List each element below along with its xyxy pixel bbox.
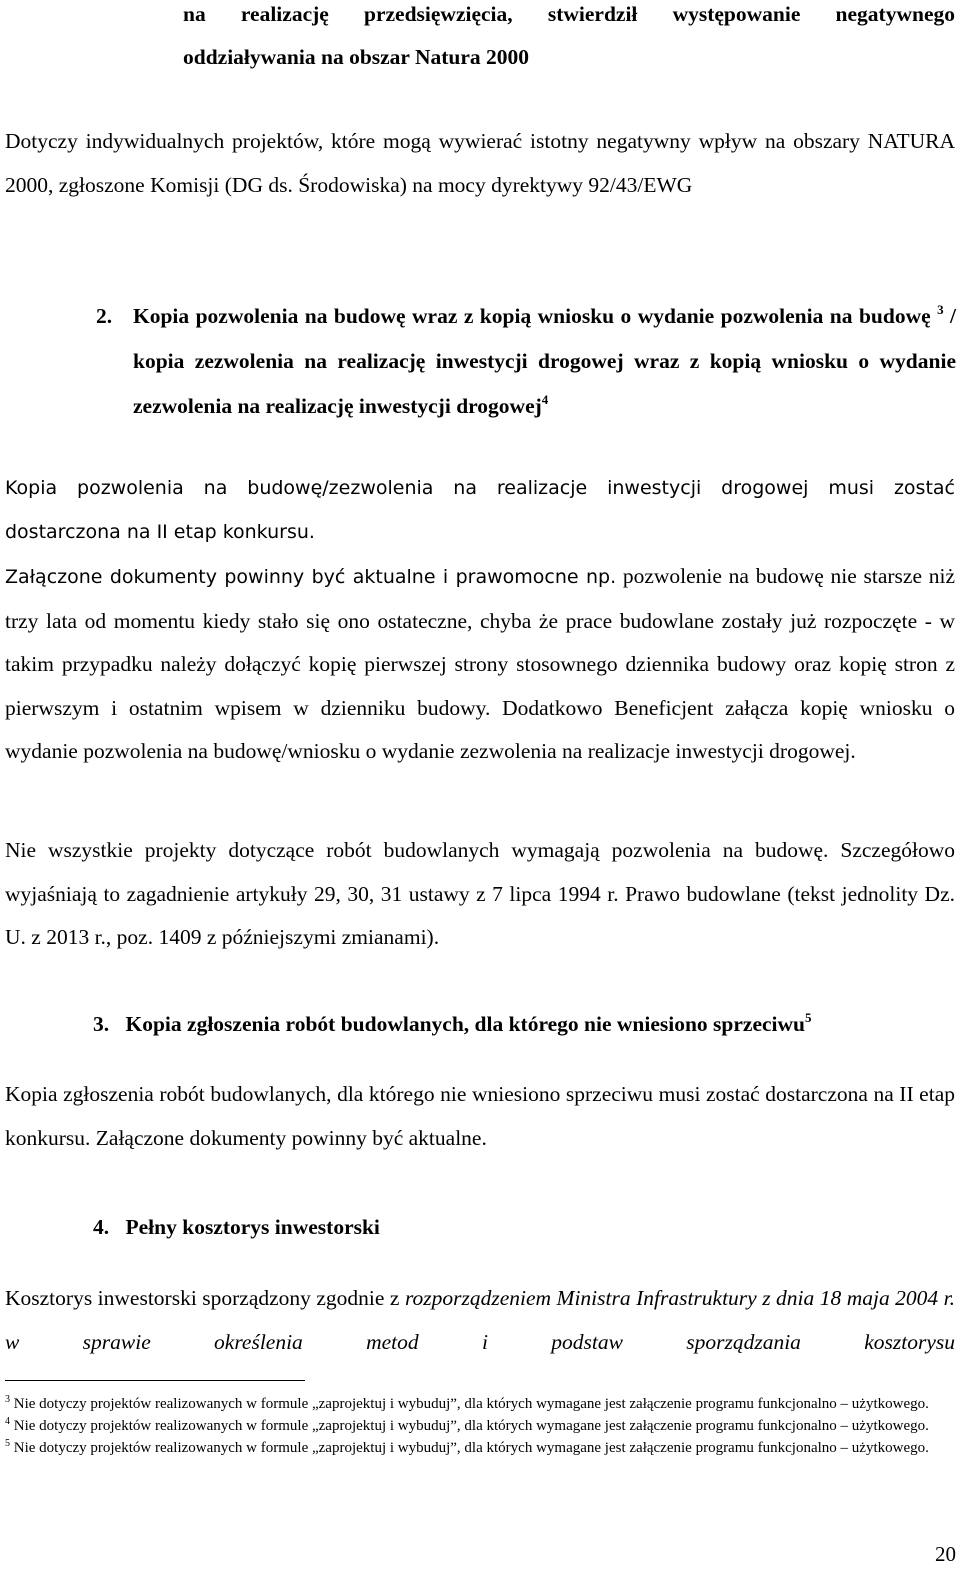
section-2-para-3: Nie wszystkie projekty dotyczące robót budowlanych wymagają pozwolenia na budowę. Szczegółowo wyjaśniają to zagadnienie artykuły 29, 30, 31 ustawy z 7 lipca 1994 r. Prawo budowlane (tekst jednolity Dz. U. z 2013 r., poz. 1409 z późniejszymi zmianami). <box>5 838 955 949</box>
footnote-5 <box>5 1437 955 1459</box>
section-3-title-text: Kopia zgłoszenia robót budowlanych, dla którego nie wniesiono sprzeciwu <box>125 1012 805 1036</box>
top-heading <box>183 0 955 79</box>
section-3-number: 3. <box>93 1012 110 1036</box>
footnote-3-number: 3 <box>5 1394 10 1405</box>
footnote-4-number: 4 <box>5 1416 10 1427</box>
section-2-number: 2. <box>96 304 113 328</box>
section-2-para-2-serif: pozwolenie na budowę nie starsze niż trzy lata od momentu kiedy stało się ono ostateczne, chyba że prace budowlane zostały już rozpoczęte - w takim przypadku należy dołączyć kopię pierwszej strony stosownego dziennika budowy oraz kopię stron z pierwszym i ostatnim wpisem w dzienniku budowy. Dodatkowo Beneficjent załącza kopię wniosku o wydanie pozwolenia na budowę/wniosku o wydanie zezwolenia na realizacje inwestycji drogowej. <box>5 564 955 763</box>
section-3-heading <box>93 1002 955 1047</box>
footnote-ref-4: 4 <box>541 392 549 407</box>
section-4-para-normal: Kosztorys inwestorski sporządzony zgodnie z <box>5 1286 400 1310</box>
section-2-para-1-line1: Kopia pozwolenia na budowę/zezwolenia na realizacje inwestycji drogowej musi zostać <box>5 477 955 499</box>
footnote-4-text: Nie dotyczy projektów realizowanych w formule „zaprojektuj i wybuduj”, dla których wymagane jest załączenie programu funkcjonalno – użytkowego. <box>13 1418 929 1434</box>
footnote-5-number: 5 <box>5 1438 10 1449</box>
footnote-3 <box>5 1393 955 1415</box>
section-4-number: 4. <box>93 1215 110 1239</box>
section-4-para <box>5 1277 955 1364</box>
section-3-para: Kopia zgłoszenia robót budowlanych, dla którego nie wniesiono sprzeciwu musi zostać dostarczona na II etap konkursu. Załączone dokumenty powinny być aktualne. <box>5 1082 955 1150</box>
section-2-heading <box>96 294 956 429</box>
section-4-para-italic: rozporządzeniem Ministra Infrastruktury z dnia 18 maja 2004 r. w sprawie określenia metod i podstaw sporządzania kosztorysu <box>5 1286 956 1354</box>
section-2-para-2 <box>5 555 955 774</box>
footnote-4 <box>5 1415 955 1437</box>
section-2-title-part2: / kopia zezwolenia na realizację inwestycji drogowej wraz z kopią wniosku o wydanie zezwolenia na realizację inwestycji drogowej <box>133 304 956 418</box>
footnote-3-text: Nie dotyczy projektów realizowanych w formule „zaprojektuj i wybuduj”, dla których wymagane jest załączenie programu funkcjonalno – użytkowego. <box>13 1396 929 1412</box>
top-heading-line2: oddziaływania na obszar Natura 2000 <box>183 45 530 69</box>
section-2-title-part1: Kopia pozwolenia na budowę wraz z kopią wniosku o wydanie pozwolenia na budowę <box>133 304 931 328</box>
footnote-ref-5: 5 <box>805 1010 812 1025</box>
natura-note: Dotyczy indywidualnych projektów, które mogą wywierać istotny negatywny wpływ na obszary NATURA 2000, zgłoszone Komisji (DG ds. Środowiska) na mocy dyrektywy 92/43/EWG <box>5 129 955 197</box>
footnote-5-text: Nie dotyczy projektów realizowanych w formule „zaprojektuj i wybuduj”, dla których wymagane jest załączenie programu funkcjonalno – użytkowego. <box>13 1440 929 1456</box>
section-2-para-1 <box>5 467 955 554</box>
footnotes <box>5 1393 955 1459</box>
section-3-title <box>126 1012 812 1036</box>
footnote-separator <box>5 1380 305 1381</box>
section-2-para-2-sans: Załączone dokumenty powinny być aktualne i prawomocne np. <box>5 566 617 588</box>
section-2-para-1-line2: dostarczona na II etap konkursu. <box>5 520 315 543</box>
section-4-title: Pełny kosztorys inwestorski <box>125 1215 380 1239</box>
top-heading-line1: na realizację przedsięwzięcia, stwierdził występowanie negatywnego <box>183 2 955 26</box>
footnote-ref-3: 3 <box>937 302 944 317</box>
section-2-title <box>133 294 956 429</box>
page-number: 20 <box>935 1542 956 1566</box>
section-4-heading <box>93 1205 955 1250</box>
